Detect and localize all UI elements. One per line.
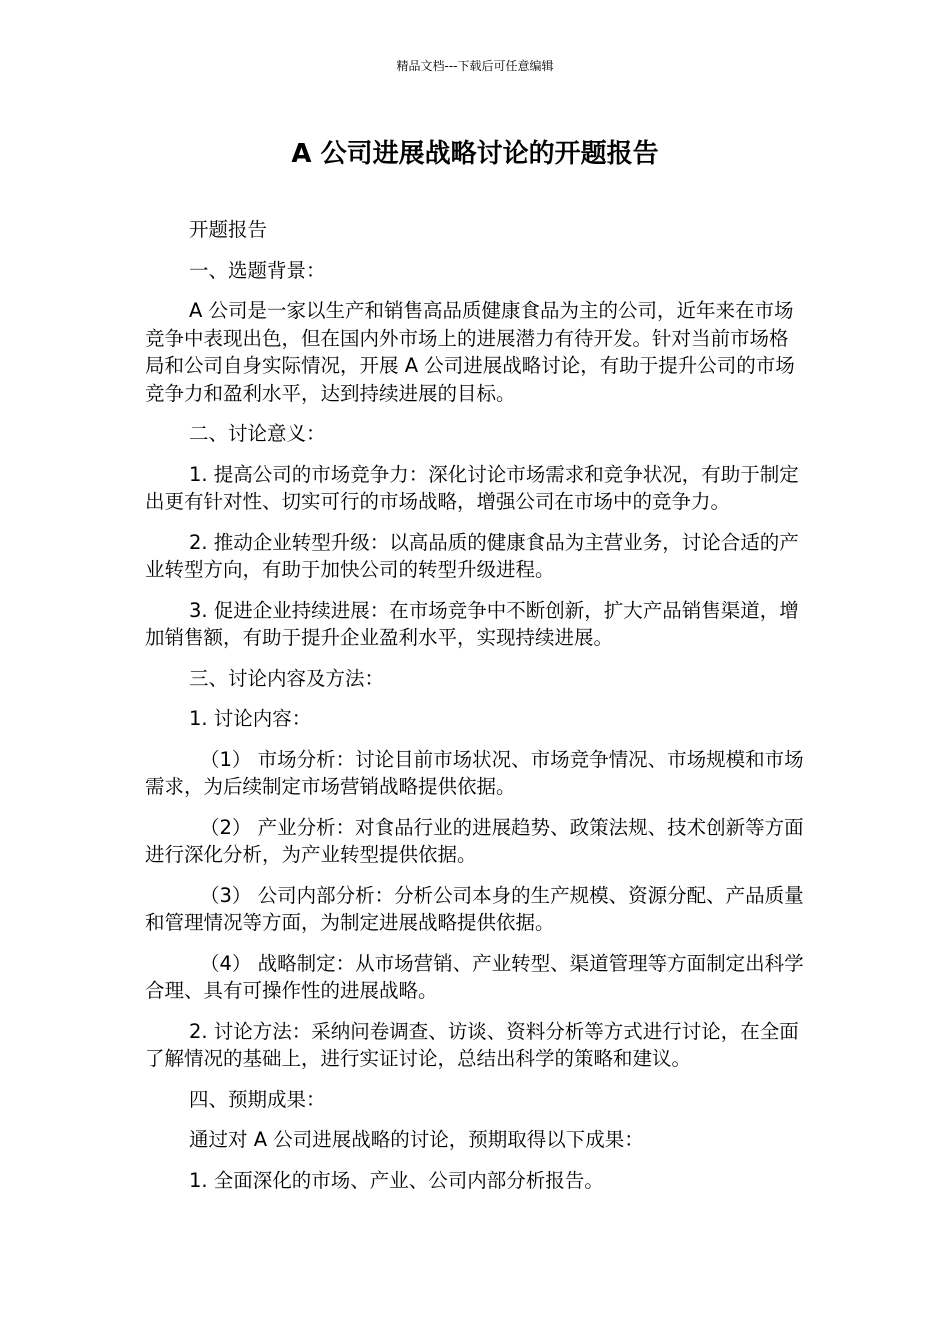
section-heading-expected-results: 四、预期成果： <box>189 1087 326 1111</box>
expected-results-intro: 通过对 A 公司进展战略的讨论，预期取得以下成果： <box>189 1128 644 1151</box>
significance-item-3: 3. 促进企业持续进展：在市场竞争中不断创新，扩大产品销售渠道，增加销售额，有助于提升企业盈利水平，实现持续进展。 <box>145 598 799 649</box>
document-title: A 公司进展战略讨论的开题报告 <box>291 139 659 169</box>
content-item-2: （2） 产业分析：对食品行业的进展趋势、政策法规、技术创新等方面进行深化分析，为产业转型提供依据。 <box>145 815 804 866</box>
significance-item-2: 2. 推动企业转型升级：以高品质的健康食品为主营业务，讨论合适的产业转型方向，有助于加快公司的转型升级进程。 <box>145 530 799 581</box>
content-item-3: （3） 公司内部分析：分析公司本身的生产规模、资源分配、产品质量和管理情况等方面，为制定进展战略提供依据。 <box>145 883 804 934</box>
background-paragraph: A 公司是一家以生产和销售高品质健康食品为主的公司，近年来在市场竞争中表现出色，但在国内外市场上的进展潜力有待开发。针对当前市场格局和公司自身实际情况，开展 A 公司进展战略讨论，有助于提升公司的市场竞争力和盈利水平，达到持续进展的目标。 <box>145 299 795 405</box>
page-header-note: 精品文档---下载后可任意编辑 <box>396 59 554 73</box>
document-body <box>145 216 807 1207</box>
significance-item-1: 1. 提高公司的市场竞争力：深化讨论市场需求和竞争状况，有助于制定出更有针对性、切实可行的市场战略，增强公司在市场中的竞争力。 <box>145 462 799 513</box>
subheading-content: 1. 讨论内容： <box>189 707 312 730</box>
content-item-1: （1） 市场分析：讨论目前市场状况、市场竞争情况、市场规模和市场需求，为后续制定市场营销战略提供依据。 <box>145 747 804 798</box>
section-heading-significance: 二、讨论意义： <box>189 422 326 445</box>
section-heading-content-methods: 三、讨论内容及方法： <box>189 666 385 690</box>
expected-result-item-1: 1. 全面深化的市场、产业、公司内部分析报告。 <box>189 1168 604 1192</box>
content-item-4: （4） 战略制定：从市场营销、产业转型、渠道管理等方面制定出科学合理、具有可操作性的进展战略。 <box>145 951 804 1002</box>
methods-paragraph: 2. 讨论方法：采纳问卷调查、访谈、资料分析等方式进行讨论，在全面了解情况的基础上，进行实证讨论，总结出科学的策略和建议。 <box>145 1019 799 1070</box>
section-label: 开题报告 <box>189 218 268 241</box>
section-heading-background: 一、选题背景： <box>189 258 326 282</box>
